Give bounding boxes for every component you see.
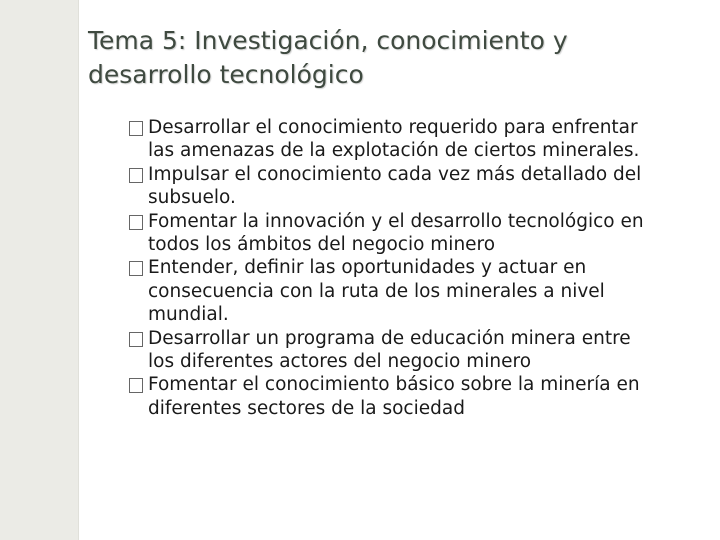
bullet-text-line: todos los ámbitos del negocio minero <box>148 234 496 256</box>
band-divider <box>78 0 79 540</box>
bullet-item <box>129 210 699 257</box>
bullet-text-line: diferentes sectores de la sociedad <box>148 397 465 419</box>
slide-title-line-2: desarrollo tecnológico <box>88 60 364 89</box>
bullet-text-line: Entender, definir las oportunidades y actuar en <box>148 257 587 279</box>
box-bullet-icon <box>129 215 143 230</box>
bullet-text-line: Fomentar la innovación y el desarrollo tecnológico en <box>148 210 644 232</box>
box-bullet-icon <box>129 121 143 136</box>
bullet-text-line: consecuencia con la ruta de los minerales a nivel <box>148 280 605 302</box>
box-bullet-icon <box>129 168 143 183</box>
bullet-item <box>129 373 699 420</box>
bullet-text-line: Impulsar el conocimiento cada vez más detallado del <box>148 163 642 185</box>
bullet-item <box>129 256 699 326</box>
box-bullet-icon <box>129 332 143 347</box>
left-decorative-band <box>0 0 78 540</box>
bullet-text-line: las amenazas de la explotación de ciertos minerales. <box>148 140 640 162</box>
box-bullet-icon <box>129 261 143 276</box>
slide-title <box>88 24 688 92</box>
bullet-item <box>129 327 699 374</box>
bullet-text-line: mundial. <box>148 304 229 326</box>
bullet-text-line: Desarrollar un programa de educación minera entre <box>148 327 631 349</box>
bullet-text-line: subsuelo. <box>148 187 236 209</box>
bullet-text-line: Fomentar el conocimiento básico sobre la minería en <box>148 374 640 396</box>
bullet-text-line: Desarrollar el conocimiento requerido para enfrentar <box>148 117 638 138</box>
bullet-item <box>129 116 699 163</box>
bullet-text-line: los diferentes actores del negocio minero <box>148 351 532 373</box>
bullet-item <box>129 163 699 210</box>
box-bullet-icon <box>129 378 143 393</box>
slide-title-line-1: Tema 5: Investigación, conocimiento y <box>88 26 568 55</box>
bullet-list <box>129 116 699 420</box>
